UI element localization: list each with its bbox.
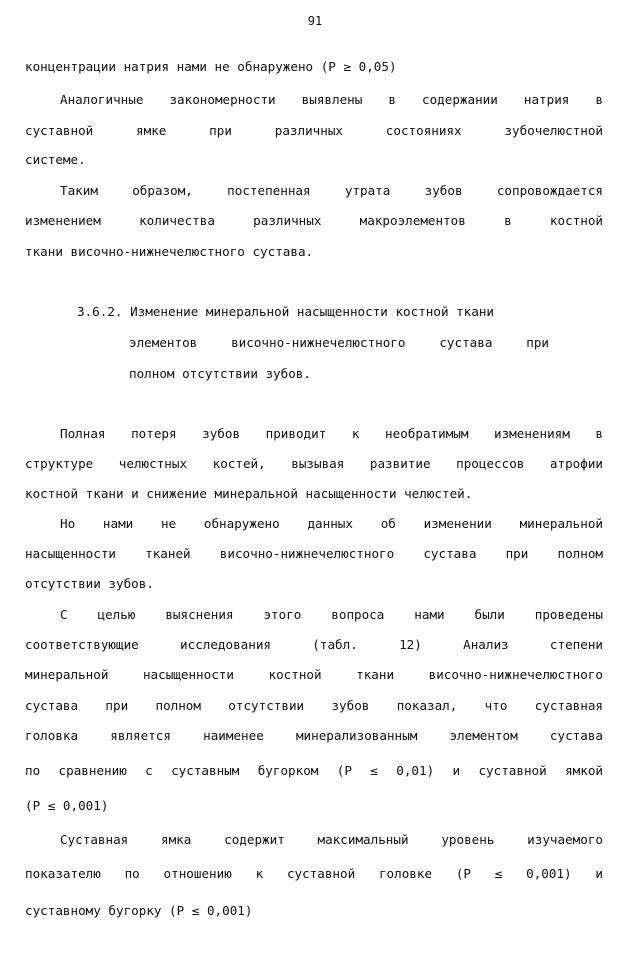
text-line: структуре челюстных костей, вызывая развитие процессов атрофии bbox=[25, 456, 603, 471]
text-line: изменением количества различных макроэлементов в костной bbox=[25, 213, 603, 228]
text-line: насыщенности тканей височно-нижнечелюстного сустава при полном bbox=[25, 546, 603, 561]
text-line: Таким образом, постепенная утрата зубов сопровождается bbox=[60, 183, 603, 198]
text-line: Полная потеря зубов приводит к необратимым изменениям в bbox=[60, 426, 603, 441]
text-line: ткани височно-нижнечелюстного сустава. bbox=[25, 244, 314, 259]
text-line: Аналогичные закономерности выявлены в содержании натрия в bbox=[60, 92, 603, 107]
text-line: суставной ямке при различных состояниях зубочелюстной bbox=[25, 123, 603, 138]
text-line: сустава при полном отсутствии зубов показал, что суставная bbox=[25, 698, 603, 713]
text-line: Но нами не обнаружено данных об изменении минеральной bbox=[60, 516, 603, 531]
text-line: концентрации натрия нами не обнаружено (P ≥ 0,05) bbox=[25, 59, 397, 74]
text-line: системе. bbox=[25, 152, 86, 167]
section-heading: полном отсутствии зубов. bbox=[129, 366, 311, 381]
text-line: (P ≤ 0,001) bbox=[25, 798, 109, 813]
text-line: отсутствии зубов. bbox=[25, 576, 154, 591]
page-number: 91 bbox=[307, 14, 323, 28]
text-line: соответствующие исследования (табл. 12) Анализ степени bbox=[25, 637, 603, 652]
section-heading: 3.6.2. Изменение минеральной насыщенности костной ткани bbox=[77, 304, 495, 319]
text-line: Суставная ямка содержит максимальный уровень изучаемого bbox=[60, 832, 603, 847]
text-line: костной ткани и снижение минеральной насыщенности челюстей. bbox=[25, 486, 473, 501]
text-line: по сравнению с суставным бугорком (P ≤ 0,01) и суставной ямкой bbox=[25, 763, 603, 778]
text-line: показателю по отношению к суставной головке (P ≤ 0,001) и bbox=[25, 866, 603, 881]
text-line: С целью выяснения этого вопроса нами были проведены bbox=[60, 607, 603, 622]
section-heading: элементов височно-нижнечелюстного сустава при bbox=[129, 335, 549, 350]
text-line: суставному бугорку (P ≤ 0,001) bbox=[25, 903, 253, 918]
text-line: головка является наименее минерализованным элементом сустава bbox=[25, 728, 603, 743]
text-line: минеральной насыщенности костной ткани височно-нижнечелюстного bbox=[25, 667, 603, 682]
